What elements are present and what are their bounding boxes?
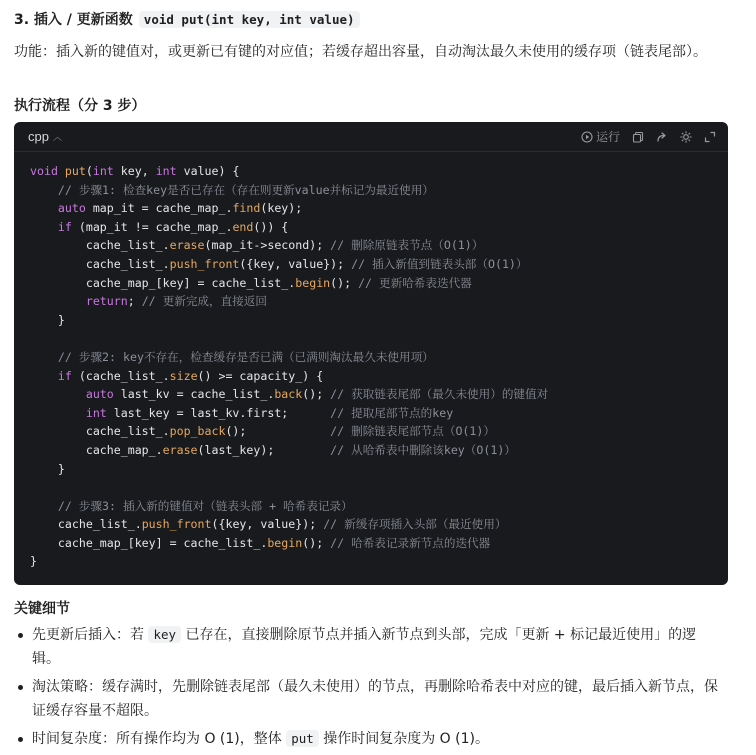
code-token: // 更新完成，直接返回 bbox=[141, 294, 267, 309]
flow-title: 执行流程（分 3 步） bbox=[14, 98, 146, 114]
code-token: int bbox=[92, 164, 114, 178]
play-icon bbox=[581, 131, 593, 143]
inline-code: key bbox=[148, 626, 181, 643]
code-token: erase bbox=[169, 238, 205, 253]
copy-button[interactable] bbox=[632, 131, 644, 143]
code-token: back bbox=[274, 387, 303, 402]
code-token: int bbox=[85, 405, 107, 420]
code-token: ()) { bbox=[253, 219, 289, 234]
theme-icon bbox=[680, 131, 692, 143]
inline-code: put bbox=[286, 730, 319, 747]
code-token: (); bbox=[302, 387, 331, 402]
detail-text: 时间复杂度：所有操作均为 O (1)，整体 bbox=[32, 731, 287, 747]
chevron-up-icon: ︿ bbox=[52, 132, 62, 142]
code-token bbox=[30, 406, 86, 420]
code-token bbox=[30, 220, 58, 234]
section-heading-text: 3. 插入 / 更新函数 bbox=[14, 12, 133, 28]
theme-button[interactable] bbox=[680, 131, 692, 143]
code-token: last_key = last_kv.first; bbox=[106, 405, 331, 420]
code-token: // 删除原链表节点（O(1)） bbox=[330, 238, 484, 253]
code-line bbox=[30, 329, 728, 348]
code-token bbox=[30, 294, 86, 308]
expand-button[interactable] bbox=[704, 131, 716, 143]
code-line bbox=[30, 292, 728, 311]
code-token: () >= capacity_) { bbox=[197, 368, 324, 383]
code-line bbox=[30, 497, 728, 516]
code-token: pop_back bbox=[169, 424, 226, 439]
copy-icon bbox=[632, 131, 644, 143]
code-token: // 步骤1: 检查key是否已存在（存在则更新value并标记为最近使用） bbox=[57, 182, 434, 197]
code-token: (); bbox=[302, 535, 331, 550]
code-token: // 删除链表尾部节点（O(1)） bbox=[330, 424, 495, 439]
code-token: if bbox=[57, 368, 72, 383]
code-line bbox=[30, 348, 728, 367]
section-heading bbox=[14, 9, 360, 29]
code-token: (map_it->second); bbox=[204, 238, 331, 253]
code-token: begin bbox=[295, 275, 331, 290]
code-line bbox=[30, 255, 728, 274]
code-token: push_front bbox=[141, 517, 212, 532]
code-line bbox=[30, 534, 728, 553]
code-block bbox=[14, 122, 728, 585]
code-token: } bbox=[30, 312, 65, 327]
code-token: cache_list_. bbox=[30, 424, 170, 439]
expand-icon bbox=[704, 131, 716, 143]
code-token bbox=[30, 350, 58, 364]
code-line bbox=[30, 460, 728, 479]
code-line bbox=[30, 422, 728, 441]
code-line bbox=[30, 441, 728, 460]
code-token: } bbox=[30, 461, 65, 476]
code-line bbox=[30, 218, 728, 237]
code-token: // 哈希表记录新节点的迭代器 bbox=[330, 535, 491, 550]
code-token: auto bbox=[85, 387, 114, 402]
code-token: ({key, value}); bbox=[239, 256, 352, 271]
code-token: ({key, value}); bbox=[211, 517, 324, 532]
run-button[interactable] bbox=[581, 128, 620, 145]
code-token: cache_map_[key] = cache_list_. bbox=[30, 275, 296, 290]
code-token: // 步骤3: 插入新的键值对（链表头部 + 哈希表记录） bbox=[57, 498, 353, 513]
code-token: // 从哈希表中删除该key（O(1)） bbox=[330, 442, 516, 457]
code-token: find bbox=[232, 201, 261, 216]
code-token: // 新缓存项插入头部（最近使用） bbox=[323, 517, 507, 532]
code-line bbox=[30, 515, 728, 534]
code-token: cache_map_. bbox=[30, 442, 163, 457]
code-token: cache_list_. bbox=[30, 238, 170, 253]
code-token: // 更新哈希表迭代器 bbox=[358, 275, 472, 290]
code-token: cache_list_. bbox=[30, 256, 170, 271]
code-line bbox=[30, 236, 728, 255]
code-token: put bbox=[64, 164, 86, 178]
code-token: ; bbox=[127, 294, 142, 309]
code-toolbar bbox=[14, 122, 728, 152]
code-token: key, bbox=[113, 164, 156, 178]
detail-text: 先更新后插入：若 bbox=[32, 627, 149, 643]
code-token: int bbox=[155, 164, 177, 178]
detail-text: 已存在，直接删除原节点并插入新节点到头部，完成「更新 + 标记最近使用」的逻辑。 bbox=[32, 627, 697, 667]
detail-item bbox=[14, 727, 724, 751]
code-line bbox=[30, 478, 728, 497]
code-token: cache_list_. bbox=[30, 517, 142, 532]
run-label: 运行 bbox=[595, 130, 620, 144]
code-token: begin bbox=[267, 535, 303, 550]
code-line bbox=[30, 311, 728, 330]
language-toggle[interactable] bbox=[28, 129, 62, 144]
code-token: (key); bbox=[260, 201, 303, 216]
code-token: erase bbox=[162, 442, 198, 457]
code-line bbox=[30, 199, 728, 218]
code-token: ( bbox=[85, 164, 93, 178]
function-signature: void put(int key, int value) bbox=[139, 11, 360, 28]
code-token: value) { bbox=[176, 164, 240, 178]
code-token bbox=[30, 369, 58, 383]
code-token: // 获取链表尾部（最久未使用）的键值对 bbox=[330, 387, 549, 402]
code-token: push_front bbox=[169, 256, 240, 271]
detail-item bbox=[14, 623, 724, 671]
language-label: cpp bbox=[28, 129, 49, 144]
detail-text: 淘汰策略：缓存满时，先删除链表尾部（最久未使用）的节点，再删除哈希表中对应的键，最后插入新节点，保证缓存容量不超限。 bbox=[32, 679, 718, 719]
details-list bbox=[14, 623, 724, 755]
code-token: (); bbox=[225, 424, 331, 439]
code-token: end bbox=[232, 219, 254, 234]
code-token: if bbox=[57, 219, 72, 234]
code-tools bbox=[581, 128, 716, 145]
code-line bbox=[30, 552, 728, 571]
details-title: 关键细节 bbox=[14, 601, 70, 617]
code-line bbox=[30, 181, 728, 200]
code-token: auto bbox=[57, 201, 86, 216]
code-token bbox=[30, 499, 58, 513]
code-token: (map_it != cache_map_. bbox=[71, 219, 233, 234]
code-token bbox=[30, 201, 58, 215]
code-token: // 步骤2: key不存在，检查缓存是否已满（已满则淘汰最久未使用项） bbox=[57, 349, 434, 364]
code-line bbox=[30, 162, 728, 181]
share-icon bbox=[656, 131, 668, 143]
code-line bbox=[30, 404, 728, 423]
share-button[interactable] bbox=[656, 131, 668, 143]
code-line bbox=[30, 367, 728, 386]
code-line bbox=[30, 385, 728, 404]
code-token: // 插入新值到链表头部（O(1)） bbox=[351, 256, 528, 271]
detail-item bbox=[14, 675, 724, 723]
code-token: // 提取尾部节点的key bbox=[330, 405, 454, 420]
code-token: last_kv = cache_list_. bbox=[113, 387, 275, 402]
function-description: 功能：插入新的键值对，或更新已有键的对应值；若缓存超出容量，自动淘汰最久未使用的缓存项（链表尾部）。 bbox=[14, 44, 707, 60]
code-token: (cache_list_. bbox=[71, 368, 170, 383]
code-token: return bbox=[85, 294, 128, 309]
code-token: } bbox=[30, 554, 37, 569]
code-content bbox=[14, 152, 728, 571]
code-token: cache_map_[key] = cache_list_. bbox=[30, 535, 268, 550]
code-token: (last_key); bbox=[197, 442, 331, 457]
detail-text: 操作时间复杂度为 O (1)。 bbox=[318, 731, 489, 747]
code-token: void bbox=[30, 164, 65, 178]
code-token bbox=[30, 183, 58, 197]
code-token: map_it = cache_map_. bbox=[85, 201, 233, 216]
code-token: (); bbox=[330, 275, 359, 290]
code-line bbox=[30, 274, 728, 293]
code-token bbox=[30, 387, 86, 401]
code-token: size bbox=[169, 368, 198, 383]
